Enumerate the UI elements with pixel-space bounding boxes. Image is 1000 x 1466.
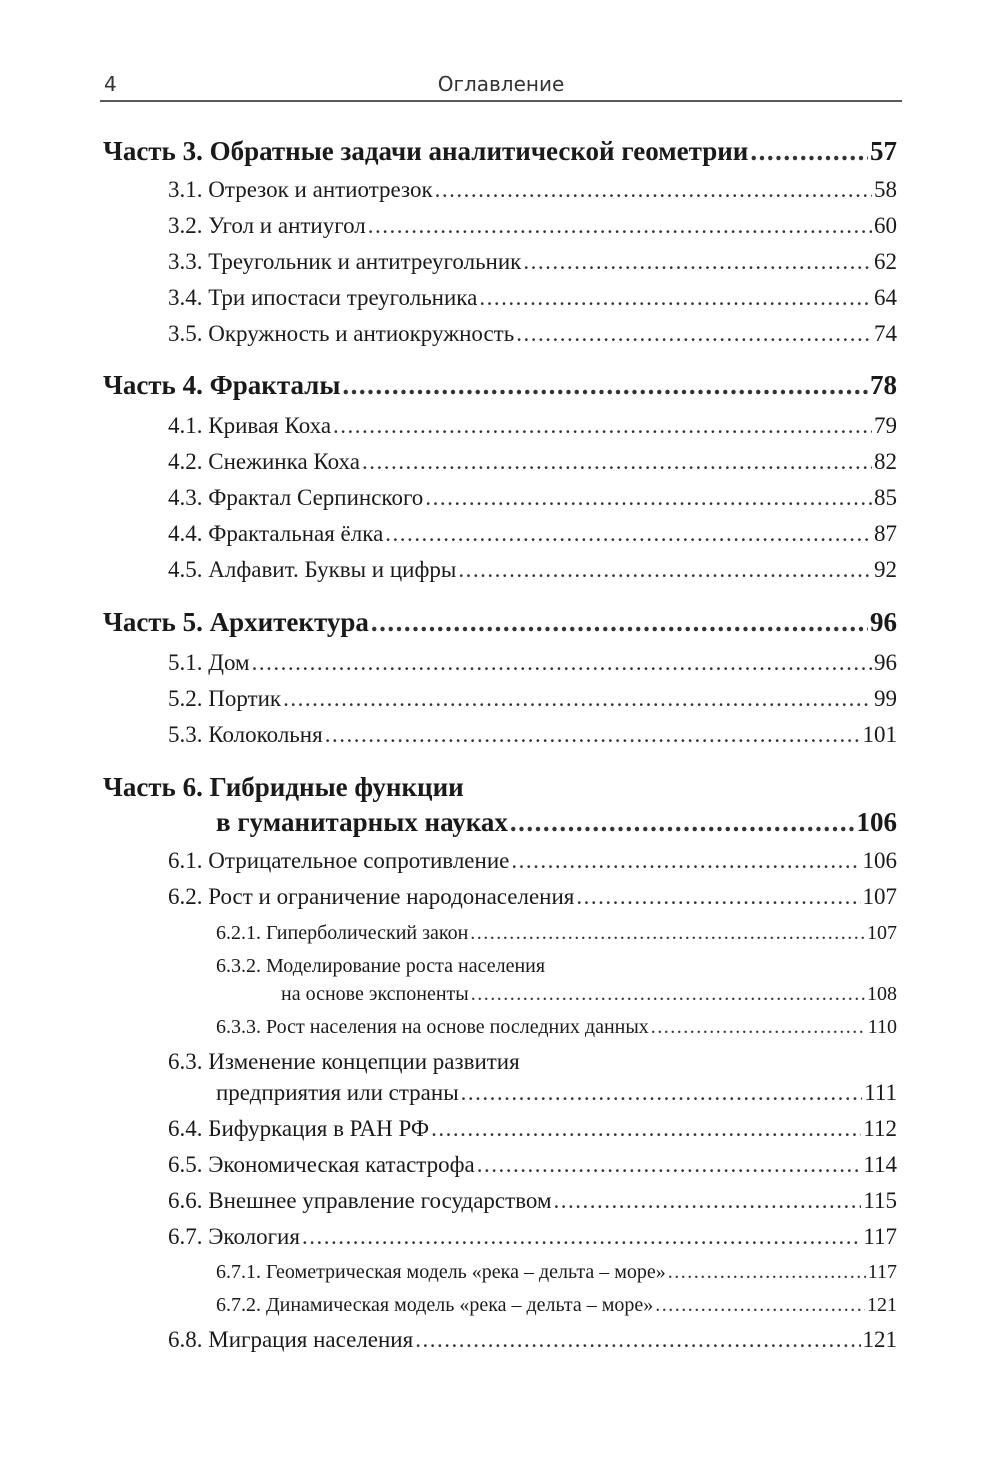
dot-leader [668, 1261, 866, 1284]
toc-entry-label: 6.1. Отрицательное сопротивление [168, 848, 510, 873]
toc-entry-label: на основе экспоненты [281, 983, 469, 1005]
dot-leader [362, 449, 872, 475]
dot-leader [511, 848, 860, 874]
toc-section-6-6[interactable] [168, 1188, 897, 1214]
toc-entry-label: 6.4. Бифуркация в РАН РФ [168, 1116, 430, 1141]
toc-entry-page: 101 [862, 722, 897, 747]
dot-leader [523, 249, 872, 275]
toc-entry-label: 4.4. Фрактальная ёлка [168, 521, 384, 546]
toc-entry-page: 107 [862, 884, 897, 909]
toc-entry-label: 6.8. Миграция населения [168, 1327, 414, 1352]
dot-leader [325, 722, 861, 748]
toc-section-3-3[interactable] [168, 249, 897, 275]
toc-entry-label: 6.7.1. Геометрическая модель «река – дельта – море» [216, 1261, 666, 1283]
toc-entry-label: 4.2. Снежинка Коха [168, 449, 360, 474]
dot-leader [283, 686, 872, 712]
toc-entry-page: 92 [874, 557, 897, 582]
toc-entry-page: 106 [856, 807, 897, 837]
toc-section-6-3-line1: 6.3. Изменение концепции развития [168, 1049, 520, 1074]
toc-entry-page: 85 [874, 485, 897, 510]
toc-section-4-2[interactable] [168, 449, 897, 475]
dot-leader [655, 1294, 865, 1317]
toc-section-3-5[interactable] [168, 321, 897, 347]
dot-leader [371, 607, 868, 638]
toc-section-5-1[interactable] [168, 650, 897, 676]
toc-entry-label: 5.2. Портик [168, 686, 282, 711]
toc-section-3-1[interactable] [168, 177, 897, 203]
toc-entry-label: предприятия или страны [216, 1080, 459, 1105]
toc-subsection-6-3-2-line1: 6.3.2. Моделирование роста населения [216, 955, 546, 977]
dot-leader [554, 1188, 862, 1214]
toc-entry-page: 107 [867, 922, 897, 944]
toc-entry-page: 96 [874, 650, 897, 675]
toc-entry-page: 57 [870, 136, 897, 166]
toc-section-5-2[interactable] [168, 686, 897, 712]
toc-entry-label: 3.5. Окружность и антиокружность [168, 321, 515, 346]
toc-entry-label: 6.2. Рост и ограничение народонаселения [168, 884, 575, 909]
dot-leader [576, 884, 860, 910]
dot-leader [252, 650, 872, 676]
toc-part-5[interactable] [103, 607, 897, 638]
toc-subsection-6-2-1[interactable] [216, 922, 897, 945]
toc-part-6[interactable] [216, 807, 897, 838]
dot-leader [510, 807, 855, 838]
toc-section-6-4[interactable] [168, 1116, 897, 1142]
dot-leader [415, 1327, 860, 1353]
toc-entry-label: Часть 5. Архитектура [103, 607, 369, 637]
toc-part-4[interactable] [103, 370, 897, 401]
dot-leader [461, 1080, 863, 1106]
dot-leader [470, 922, 865, 945]
toc-part-3[interactable] [103, 136, 897, 167]
toc-entry-label: 6.6. Внешнее управление государством [168, 1188, 552, 1213]
toc-entry-page: 79 [874, 413, 897, 438]
toc-section-5-3[interactable] [168, 722, 897, 748]
toc-entry-page: 121 [862, 1327, 897, 1352]
toc-entry-page: 108 [867, 983, 897, 1005]
toc-entry-label: 3.2. Угол и антиугол [168, 213, 366, 238]
toc-entry-label: Часть 3. Обратные задачи аналитической геометрии [103, 136, 749, 166]
toc-entry-page: 114 [863, 1152, 897, 1177]
toc-entry-label: в гуманитарных науках [216, 807, 508, 837]
toc-entry-page: 60 [874, 213, 897, 238]
toc-section-4-4[interactable] [168, 521, 897, 547]
toc-subsection-6-3-3[interactable] [216, 1016, 897, 1039]
toc-entry-label: 3.4. Три ипостаси треугольника [168, 285, 478, 310]
dot-leader [651, 1016, 866, 1039]
dot-leader [342, 370, 868, 401]
toc-section-4-3[interactable] [168, 485, 897, 511]
toc-section-6-7[interactable] [168, 1224, 897, 1250]
toc-entry-label: 6.5. Экономическая катастрофа [168, 1152, 475, 1177]
toc-entry-page: 58 [874, 177, 897, 202]
toc-entry-label: 4.5. Алфавит. Буквы и цифры [168, 557, 457, 582]
toc-section-6-2[interactable] [168, 884, 897, 910]
toc-entry-label: 6.7.2. Динамическая модель «река – дельта – море» [216, 1294, 654, 1316]
toc-entry-label: 3.1. Отрезок и антиотрезок [168, 177, 433, 202]
toc-entry-label: 5.3. Колокольня [168, 722, 323, 747]
toc-entry-page: 64 [874, 285, 897, 310]
toc-entry-page: 87 [874, 521, 897, 546]
toc-entry-page: 115 [863, 1188, 897, 1213]
page-number: 4 [104, 72, 117, 96]
toc-section-4-1[interactable] [168, 413, 897, 439]
toc-entry-label: 5.1. Дом [168, 650, 250, 675]
toc-entry-page: 99 [874, 686, 897, 711]
toc-entry-page: 78 [870, 370, 897, 400]
toc-subsection-6-7-2[interactable] [216, 1294, 897, 1317]
dot-leader [368, 213, 872, 239]
toc-entry-page: 117 [867, 1261, 897, 1283]
toc-entry-label: 4.3. Фрактал Серпинского [168, 485, 424, 510]
toc-part-6-title-line1: Часть 6. Гибридные функции [103, 772, 464, 802]
running-head [100, 70, 902, 102]
dot-leader [435, 177, 872, 203]
toc-section-4-5[interactable] [168, 557, 897, 583]
toc-entry-label: 6.3.3. Рост населения на основе последних данных [216, 1016, 649, 1038]
toc-entry-page: 111 [864, 1080, 897, 1105]
toc-subsection-6-3-2[interactable] [281, 983, 897, 1006]
toc-entry-page: 82 [874, 449, 897, 474]
dot-leader [302, 1224, 861, 1250]
toc-entry-page: 74 [874, 321, 897, 346]
toc-entry-label: 3.3. Треугольник и антитреугольник [168, 249, 522, 274]
toc-entry-page: 62 [874, 249, 897, 274]
running-title: Оглавление [437, 72, 565, 96]
toc-section-3-2[interactable] [168, 213, 897, 239]
dot-leader [333, 413, 872, 439]
toc-section-6-3[interactable] [216, 1080, 897, 1106]
dot-leader [477, 1152, 862, 1178]
toc-section-3-4[interactable] [168, 285, 897, 311]
toc-entry-page: 110 [867, 1016, 897, 1038]
dot-leader [385, 521, 872, 547]
dot-leader [516, 321, 872, 347]
toc-subsection-6-7-1[interactable] [216, 1261, 897, 1284]
toc-entry-page: 117 [863, 1224, 897, 1249]
toc-entry-page: 112 [863, 1116, 897, 1141]
toc-entry-label: 6.7. Экология [168, 1224, 300, 1249]
dot-leader [425, 485, 872, 511]
toc-entry-page: 96 [870, 607, 897, 637]
toc-section-6-5[interactable] [168, 1152, 897, 1178]
toc-section-6-8[interactable] [168, 1327, 897, 1353]
dot-leader [479, 285, 872, 311]
toc-entry-label: Часть 4. Фракталы [103, 370, 341, 400]
dot-leader [458, 557, 872, 583]
toc-entry-label: 4.1. Кривая Коха [168, 413, 332, 438]
dot-leader [431, 1116, 861, 1142]
toc-entry-page: 121 [867, 1294, 897, 1316]
toc-entry-label: 6.2.1. Гиперболический закон [216, 922, 469, 944]
toc-section-6-1[interactable] [168, 848, 897, 874]
toc-entry-page: 106 [862, 848, 897, 873]
dot-leader [750, 136, 868, 167]
dot-leader [471, 983, 865, 1006]
